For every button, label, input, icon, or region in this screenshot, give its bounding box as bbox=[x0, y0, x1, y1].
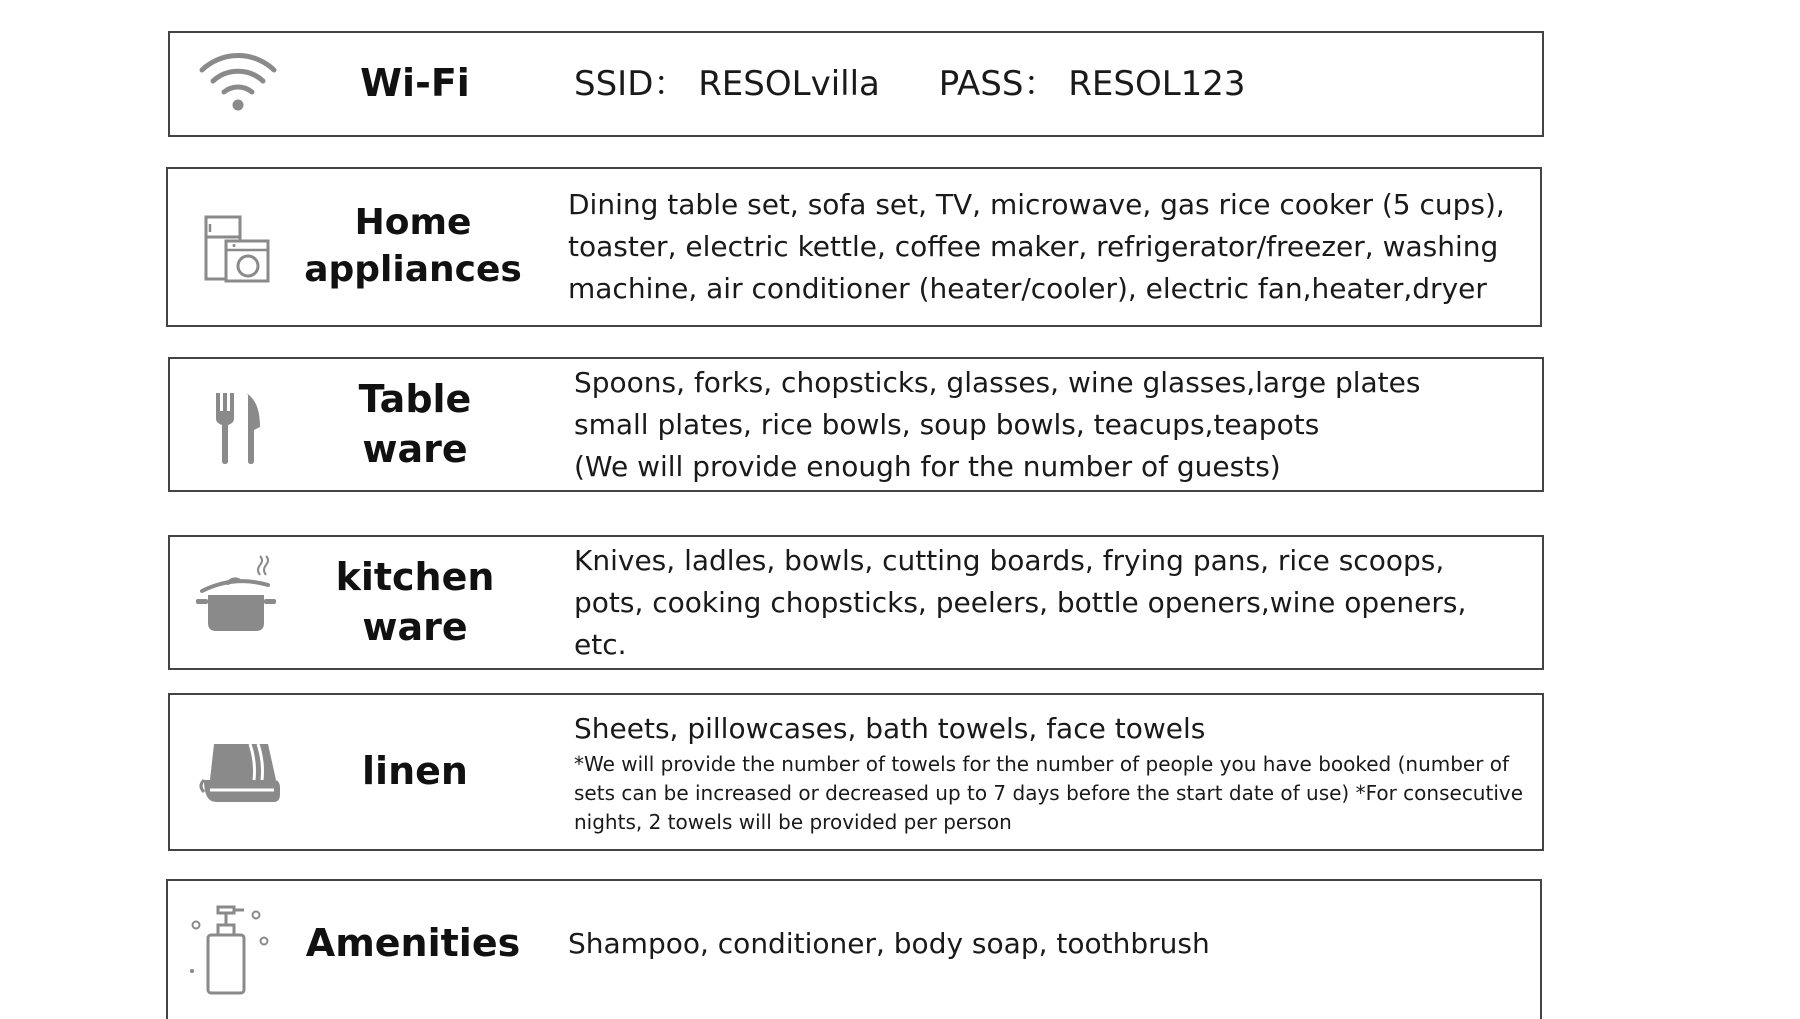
linen-note: nights, 2 towels will be provided per person bbox=[574, 809, 1012, 834]
kitchen-ware-desc: Knives, ladles, bowls, cutting boards, frying pans, rice scoops, pots, cooking chopsticks, peelers, bottle openers,wine openers, etc. bbox=[574, 543, 1467, 661]
linen-note: sets can be increased or decreased up to 7 days before the start date of use) *For consecutive bbox=[574, 780, 1524, 805]
home-appliances-row bbox=[166, 167, 1542, 327]
towel-icon bbox=[188, 722, 288, 822]
wifi-credentials bbox=[574, 33, 1518, 135]
linen-note: *We will provide the number of towels for the number of people you have booked (number of bbox=[574, 751, 1510, 776]
appliance-icon bbox=[186, 197, 286, 297]
amenities-label: Amenities bbox=[305, 921, 521, 966]
home-appliances-label: Home appliances bbox=[304, 202, 522, 290]
linen-main: Sheets, pillowcases, bath towels, face towels bbox=[574, 711, 1206, 745]
linen-desc bbox=[574, 695, 1524, 849]
table-ware-row bbox=[168, 357, 1544, 492]
cooking-pot-icon bbox=[188, 553, 288, 653]
amenities-row bbox=[166, 879, 1542, 1019]
wifi-icon bbox=[188, 34, 288, 134]
amenities-desc: Shampoo, conditioner, body soap, toothbrush bbox=[568, 927, 1210, 960]
linen-label: linen bbox=[362, 749, 468, 794]
home-appliances-desc: Dining table set, sofa set, TV, microwave, gas rice cooker (5 cups), toaster, electric kettle, coffee maker, refrigerator/freezer, washing machine, air conditioner (heater/cooler), electric fan,heater,dryer bbox=[568, 188, 1505, 305]
wifi-label: Wi-Fi bbox=[360, 61, 470, 106]
pass-label: PASS： bbox=[938, 64, 1058, 104]
cutlery-icon bbox=[188, 375, 288, 475]
ssid-value: RESOLvilla bbox=[698, 64, 880, 104]
table-ware-label: Table ware bbox=[358, 377, 472, 471]
kitchen-ware-row bbox=[168, 535, 1544, 670]
pass-value: RESOL123 bbox=[1068, 64, 1246, 104]
table-ware-desc: Spoons, forks, chopsticks, glasses, wine glasses,large plates small plates, rice bowls, soup bowls, teacups,teapots (We will provide enough for the number of guests) bbox=[574, 365, 1421, 483]
kitchen-ware-label: kitchen ware bbox=[335, 555, 495, 649]
wifi-row bbox=[168, 31, 1544, 137]
soap-dispenser-icon bbox=[186, 901, 286, 1001]
ssid-label: SSID： bbox=[574, 64, 688, 104]
linen-row bbox=[168, 693, 1544, 851]
